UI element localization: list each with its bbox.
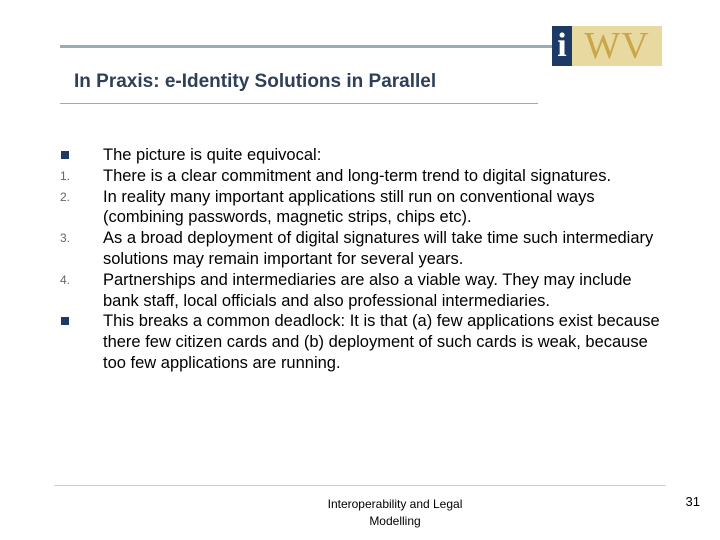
list-item-text: This breaks a common deadlock: It is that (a) few applications exist because there few citizen cards and (b) deployment of such cards is weak, because too few applications are running. (103, 312, 660, 372)
logo-wv-letters: WV (572, 26, 662, 66)
list-item (60, 166, 660, 187)
list-item-number: 3. (60, 231, 71, 246)
list-item (60, 228, 660, 270)
title-underline (60, 103, 538, 104)
iwv-logo (552, 26, 662, 66)
footer-line-1: Interoperability and Legal (327, 497, 463, 511)
list-item (60, 270, 660, 312)
footer-line-2: Modelling (369, 514, 421, 528)
logo-i-letter: i (552, 26, 572, 66)
list-item-number: 2. (60, 189, 71, 204)
header-rule (60, 45, 552, 48)
list-item-text: As a broad deployment of digital signatures will take time such intermediary solutions may remain important for several years. (103, 229, 654, 268)
list-item-text: There is a clear commitment and long-term trend to digital signatures. (103, 166, 612, 185)
slide-title: In Praxis: e-Identity Solutions in Parallel (74, 71, 437, 92)
page-number: 31 (685, 494, 700, 509)
list-item (60, 187, 660, 229)
footer-rule (54, 485, 666, 486)
slide-body (60, 145, 660, 374)
list-item (60, 145, 660, 166)
list-item-text: The picture is quite equivocal: (103, 146, 322, 164)
list-item-number: 1. (60, 168, 71, 183)
list-item-text: In reality many important applications still run on conventional ways (combining passwords, magnetic strips, chips etc). (103, 187, 595, 227)
list-item-text: Partnerships and intermediaries are also a viable way. They may include bank staff, local officials and also professional intermediaries. (103, 270, 632, 310)
footer-text (300, 496, 490, 530)
list-item (60, 311, 660, 373)
list-item-number: 4. (60, 272, 71, 287)
